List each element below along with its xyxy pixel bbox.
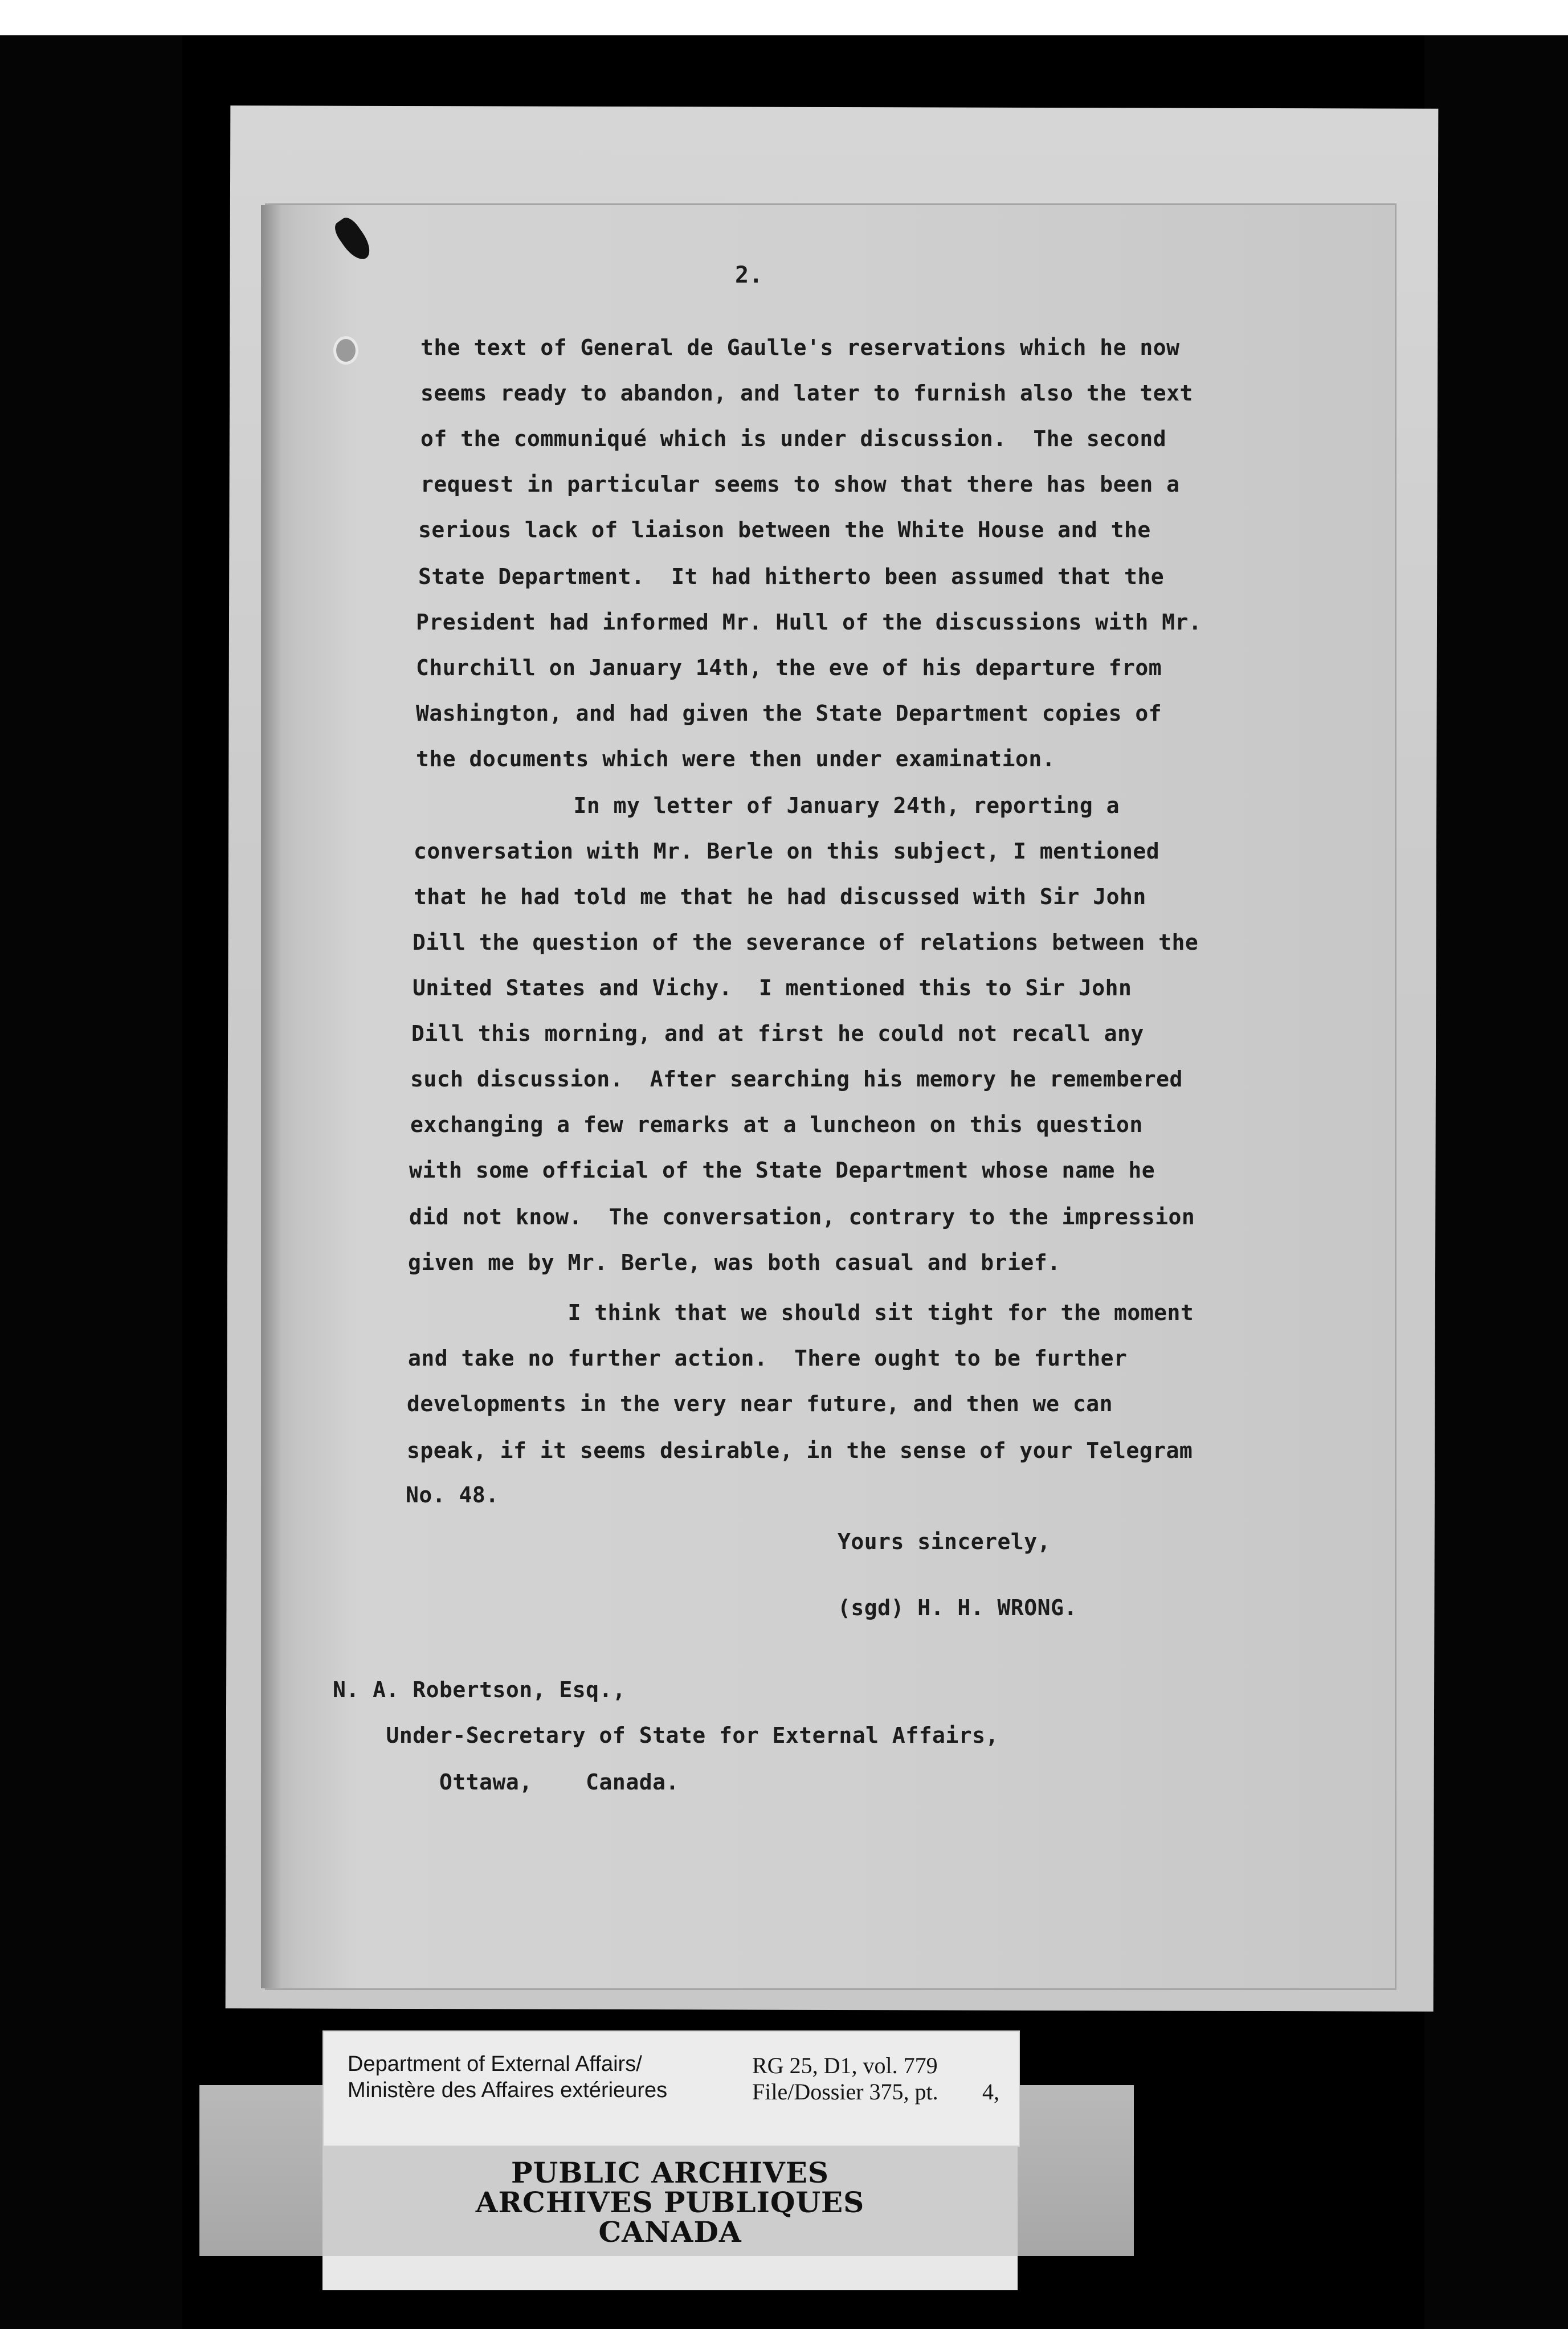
signature: (sgd) H. H. WRONG. <box>838 1595 1077 1620</box>
page-number: 2. <box>735 262 763 288</box>
text-line: Dill this morning, and at first he could not recall any <box>411 1021 1144 1046</box>
addressee-location: Ottawa, Canada. <box>333 1770 679 1795</box>
text-line: Dill the question of the severance of relations between the <box>413 930 1199 955</box>
text-line: with some official of the State Department whose name he <box>409 1158 1155 1183</box>
text-line: the documents which were then under examination. <box>416 746 1056 771</box>
closing: Yours sincerely, <box>838 1529 1051 1554</box>
top-white-strip <box>0 0 1568 35</box>
text-line: and take no further action. There ought to be further <box>408 1346 1128 1371</box>
stamp-line-2: ARCHIVES PUBLIQUES <box>475 2185 865 2219</box>
text-line: President had informed Mr. Hull of the discussions with Mr. <box>416 610 1202 635</box>
film-border-right <box>1424 35 1568 2329</box>
text-line: did not know. The conversation, contrary to the impression <box>409 1204 1195 1229</box>
page-fold-shadow <box>261 205 295 1988</box>
film-border-left <box>0 35 182 2329</box>
text-line: serious lack of liaison between the White House and the <box>418 517 1151 542</box>
reference-number: RG 25, D1, vol. 779 <box>752 2053 938 2078</box>
addressee-name: N. A. Robertson, Esq., <box>333 1677 626 1702</box>
text-line: Churchill on January 14th, the eve of his departure from <box>416 655 1162 680</box>
text-line: the text of General de Gaulle's reservations which he now <box>420 335 1180 360</box>
text-line: request in particular seems to show that there has been a <box>420 472 1180 497</box>
text-line: State Department. It had hitherto been assumed that the <box>418 564 1165 589</box>
text-line: United States and Vichy. I mentioned this to Sir John <box>413 975 1132 1000</box>
file-part: 4, <box>982 2079 999 2105</box>
text-line: conversation with Mr. Berle on this subject, I mentioned <box>414 839 1160 864</box>
file-number: File/Dossier 375, pt. <box>752 2079 938 2105</box>
text-line: such discussion. After searching his memory he remembered <box>410 1067 1183 1092</box>
label-bottom-edge <box>322 2256 1018 2290</box>
text-line: In my letter of January 24th, reporting a <box>414 793 1120 818</box>
text-line: I think that we should sit tight for the moment <box>408 1300 1194 1325</box>
addressee-title: Under-Secretary of State for External Affairs, <box>333 1723 999 1748</box>
archive-reference-label <box>322 2030 1020 2147</box>
text-line: speak, if it seems desirable, in the sense of your Telegram <box>407 1438 1193 1463</box>
punch-hole <box>333 336 358 365</box>
text-line: No. 48. <box>406 1482 499 1507</box>
text-line: exchanging a few remarks at a luncheon on this question <box>410 1112 1143 1137</box>
stamp-line-3: CANADA <box>598 2215 742 2249</box>
stamp-line-1: PUBLIC ARCHIVES <box>511 2156 829 2189</box>
text-line: of the communiqué which is under discussion. The second <box>420 426 1167 451</box>
department-fr: Ministère des Affaires extérieures <box>348 2078 668 2102</box>
text-line: Washington, and had given the State Department copies of <box>416 701 1162 726</box>
department-en: Department of External Affairs/ <box>348 2052 642 2076</box>
text-line: developments in the very near future, and then we can <box>407 1391 1113 1416</box>
text-line: seems ready to abandon, and later to furnish also the text <box>420 381 1193 406</box>
text-line: that he had told me that he had discussed with Sir John <box>414 884 1146 909</box>
text-line: given me by Mr. Berle, was both casual and brief. <box>408 1250 1061 1275</box>
